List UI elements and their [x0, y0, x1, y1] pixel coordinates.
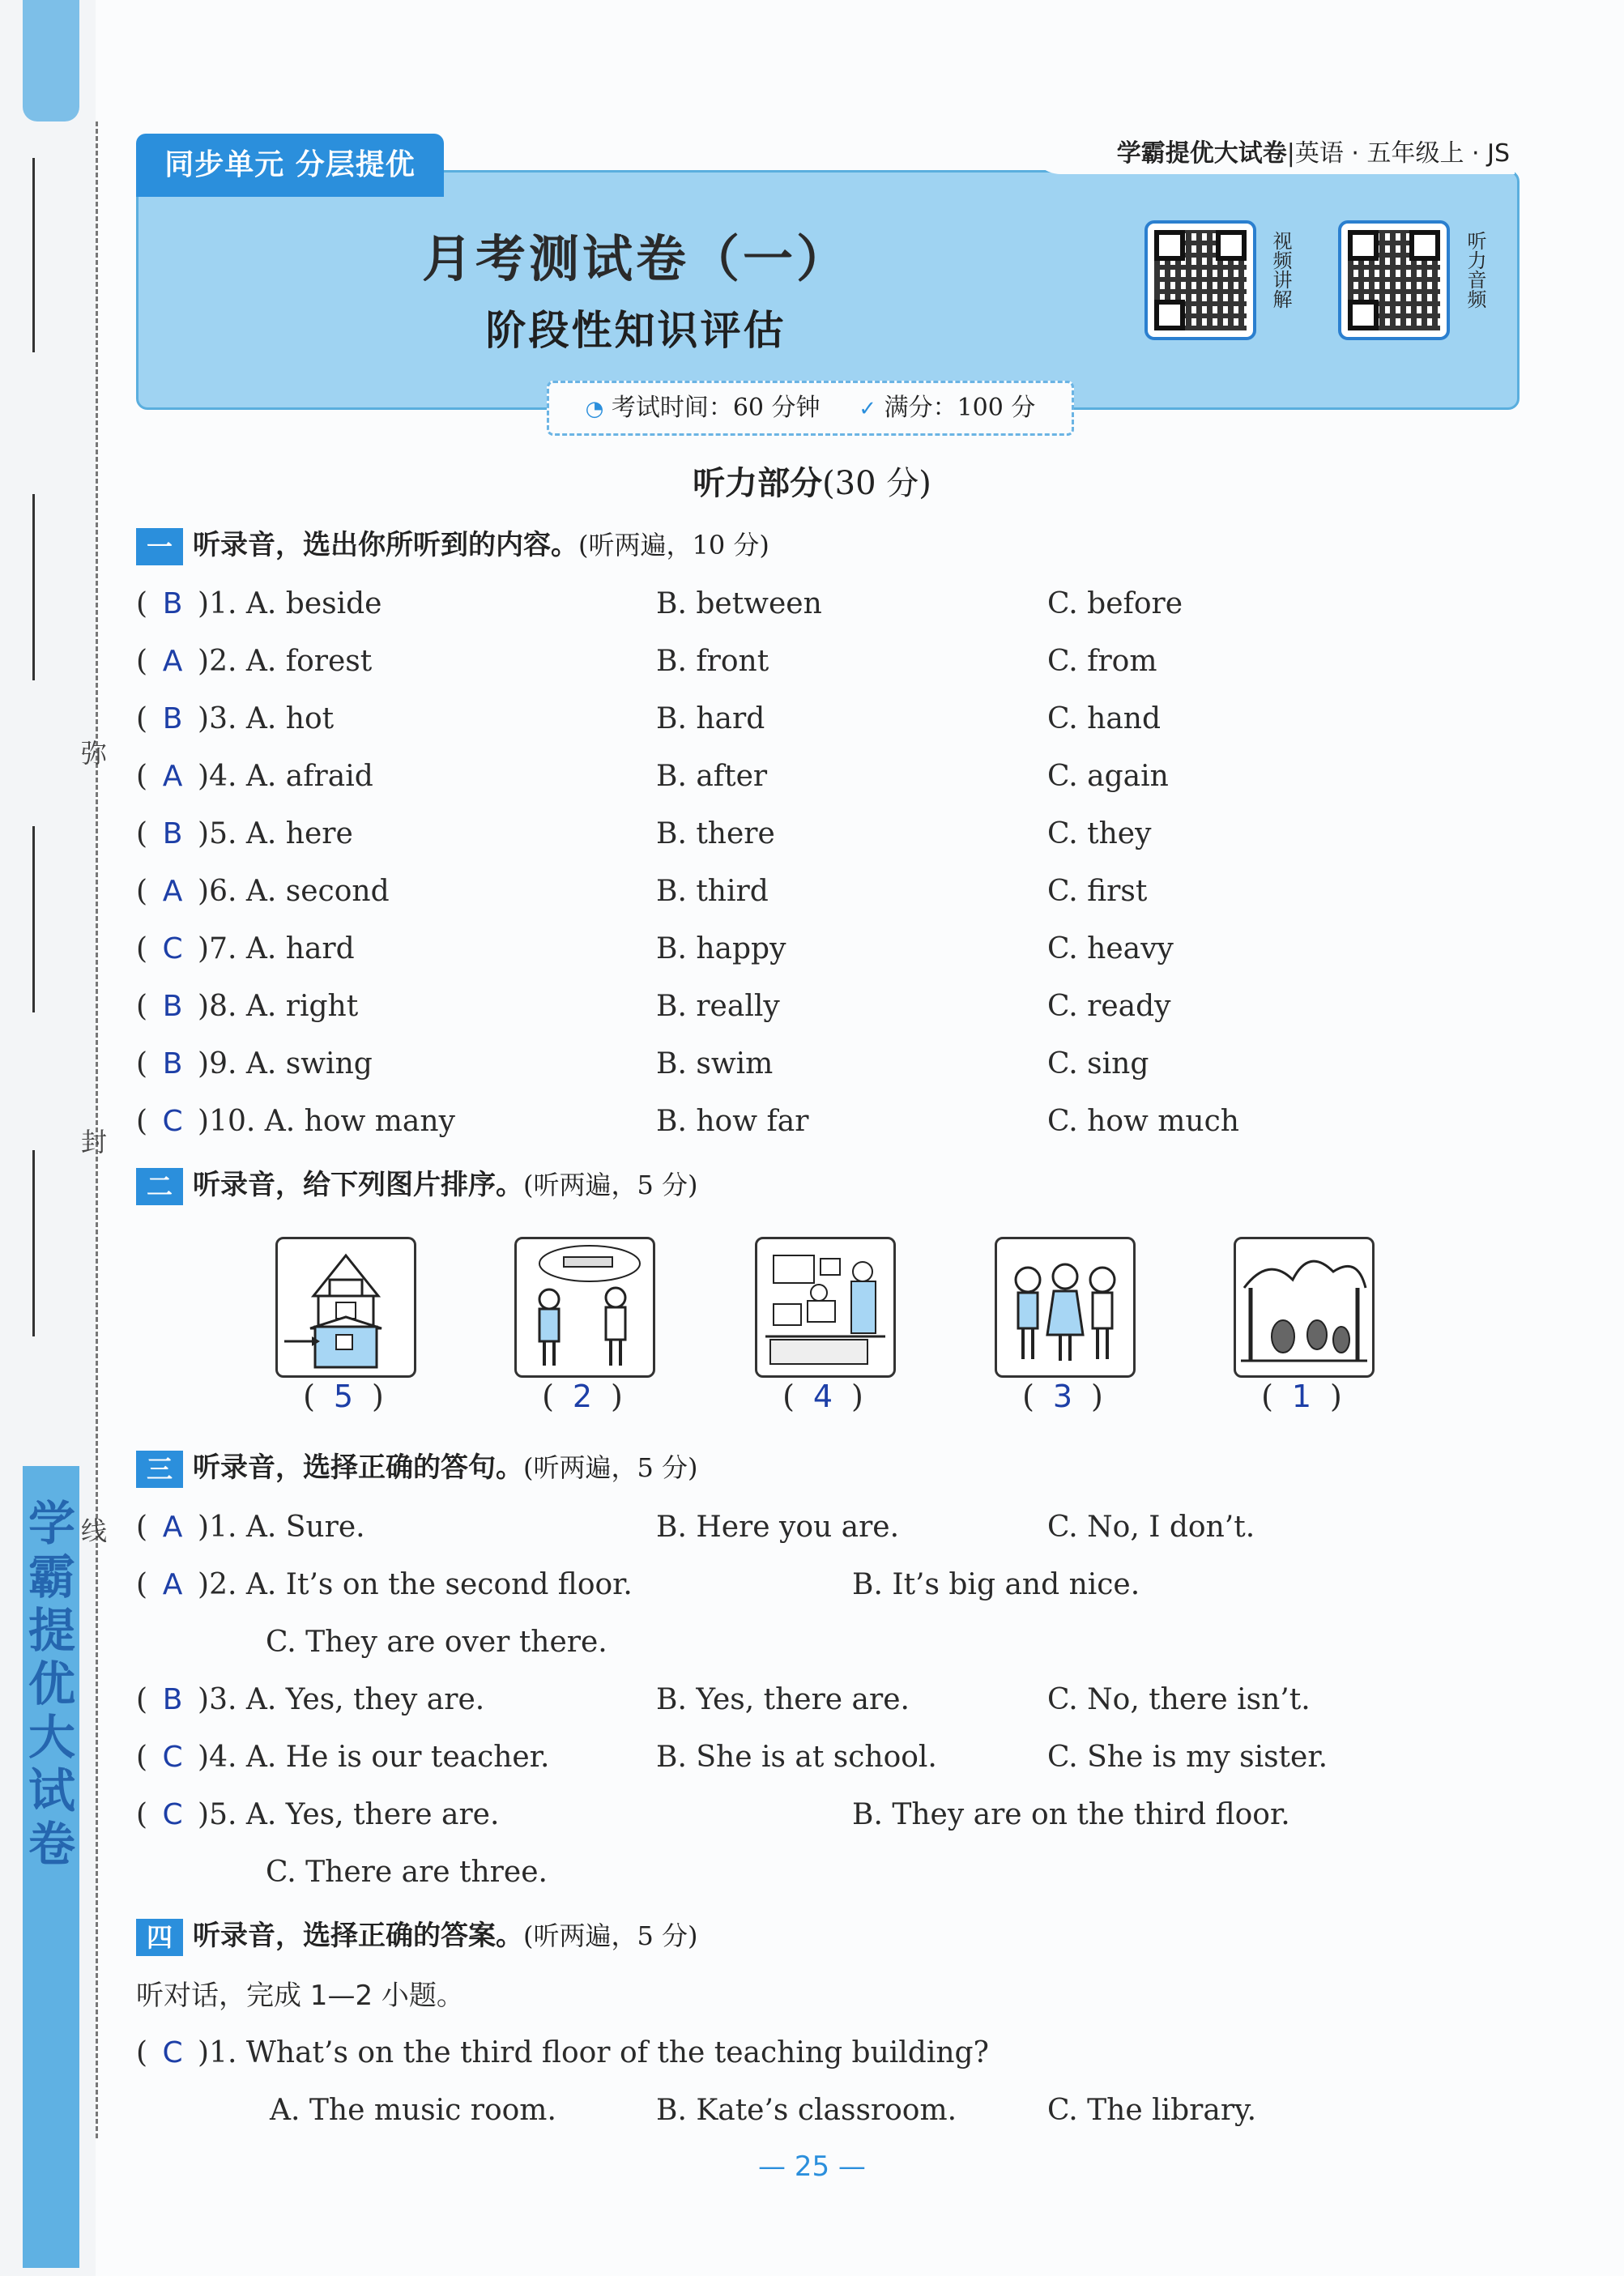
exam-info-box	[547, 381, 1074, 436]
option-b: B. there	[656, 817, 775, 850]
picture-forest-animals	[1234, 1237, 1375, 1378]
answer[interactable]: C	[162, 1105, 183, 1138]
option-b: B. after	[656, 760, 768, 793]
option-c: C. again	[1047, 760, 1169, 793]
answer[interactable]: 2	[572, 1379, 593, 1414]
page-number-value: 25	[794, 2150, 830, 2183]
question-row: ( A )4. A. afraid	[136, 754, 373, 799]
option-c: C. first	[1047, 875, 1148, 908]
picture-children	[995, 1237, 1136, 1378]
section-note: (听两遍，5 分)	[523, 1170, 698, 1200]
option-c: C. heavy	[1047, 932, 1174, 965]
question-option-a: )7. A. hard	[198, 932, 355, 965]
exam-time: 考试时间：60 分钟	[611, 394, 821, 422]
question-row: ( C )5. A. Yes, there are.	[136, 1792, 499, 1838]
answer[interactable]: B	[162, 990, 183, 1023]
option-c: C. sing	[1047, 1047, 1149, 1080]
question-row: ( B )5. A. here	[136, 812, 353, 857]
qr-finder-icon	[1154, 300, 1185, 330]
check-icon: ✓	[859, 397, 877, 421]
page-number: — 25 —	[758, 2150, 866, 2183]
name-fill-line	[32, 158, 35, 352]
option-c: C. No, there isn’t.	[1047, 1683, 1311, 1716]
section-instruction: 听录音，选择正确的答案。	[193, 1920, 523, 1952]
option-b: B. happy	[656, 932, 786, 965]
answer[interactable]: C	[162, 2036, 183, 2069]
brand-divider: |	[1286, 139, 1295, 168]
question-row: ( C )10. A. how many	[136, 1099, 455, 1144]
answer[interactable]: C	[162, 932, 183, 965]
cut-char-2: 封	[81, 1127, 108, 1157]
section-3-title	[136, 1447, 698, 1489]
answer[interactable]: C	[162, 1798, 183, 1831]
answer[interactable]: B	[162, 1047, 183, 1080]
section-instruction: 听录音，给下列图片排序。	[193, 1169, 523, 1201]
picture-boys-pingpong	[514, 1237, 655, 1378]
school-fill-line	[32, 826, 35, 1012]
question-option-a: )9. A. swing	[198, 1047, 373, 1080]
section-1-title	[136, 524, 769, 566]
part-title	[0, 458, 1624, 504]
audio-qr-code[interactable]	[1338, 220, 1450, 340]
option-b: B. third	[656, 875, 769, 908]
option-b: B. how far	[656, 1105, 809, 1138]
cut-char-3: 线	[81, 1515, 108, 1546]
option-b: B. Kate’s classroom.	[656, 2094, 957, 2127]
answer[interactable]: A	[162, 875, 183, 908]
answer[interactable]: 4	[812, 1379, 833, 1414]
question-row: ( C )1. What’s on the third floor of the teaching building?	[136, 2031, 989, 2076]
question-option-a: )5. A. here	[198, 817, 353, 850]
picture-computer-room	[755, 1237, 896, 1378]
option-b: B. front	[656, 645, 769, 678]
section-instruction: 听录音，选出你所听到的内容。	[193, 529, 578, 561]
question-row: ( A )6. A. second	[136, 869, 390, 914]
margin-strip-top	[23, 0, 79, 121]
question-option-a: )4. A. He is our teacher.	[198, 1741, 550, 1774]
qr-finder-icon	[1348, 230, 1379, 261]
option-c: C. There are three.	[266, 1856, 548, 1889]
section-instruction: 听录音，选择正确的答句。	[193, 1451, 523, 1484]
qr-finder-icon	[1216, 230, 1247, 261]
option-c: C. The library.	[1047, 2094, 1257, 2127]
question-option-a: )1. A. Sure.	[198, 1511, 365, 1544]
qr-finder-icon	[1409, 230, 1440, 261]
question-row: ( A )2. A. forest	[136, 639, 372, 684]
question-row: ( B )8. A. right	[136, 984, 358, 1029]
answer[interactable]: A	[162, 645, 183, 678]
answer[interactable]: C	[162, 1741, 183, 1774]
option-b: B. It’s big and nice.	[852, 1568, 1140, 1601]
option-c: C. they	[1047, 817, 1152, 850]
answer[interactable]: B	[162, 587, 183, 620]
section-2-title	[136, 1164, 698, 1206]
pingpong-illustration	[517, 1239, 653, 1375]
picture-answer: ( 1 )	[1261, 1379, 1342, 1414]
picture-answer: ( 5 )	[303, 1379, 384, 1414]
question-option-a: )1. A. beside	[198, 587, 382, 620]
header-tab: 同步单元 分层提优	[136, 134, 444, 197]
answer[interactable]: 3	[1052, 1379, 1073, 1414]
clock-icon: ◔	[585, 397, 604, 421]
answer[interactable]: B	[162, 1683, 183, 1716]
option-c: C. They are over there.	[266, 1626, 607, 1659]
question-row: ( A )2. A. It’s on the second floor.	[136, 1562, 633, 1608]
option-b: B. swim	[656, 1047, 774, 1080]
section-note: (听两遍，5 分)	[523, 1452, 698, 1483]
question-option-a: )2. A. forest	[198, 645, 373, 678]
question-row: ( B )1. A. beside	[136, 582, 381, 627]
option-c: C. from	[1047, 645, 1157, 678]
audio-qr-label: 听力音频	[1464, 231, 1486, 309]
question-option-a: )2. A. It’s on the second floor.	[198, 1568, 633, 1601]
answer[interactable]: 5	[333, 1379, 354, 1414]
question-option-a: )3. A. Yes, they are.	[198, 1683, 485, 1716]
option-b: B. Here you are.	[656, 1511, 900, 1544]
house-illustration	[278, 1239, 414, 1375]
forest-illustration	[1236, 1239, 1372, 1375]
option-b: B. between	[656, 587, 822, 620]
question-option-a: )6. A. second	[198, 875, 390, 908]
margin-strip-text: 学霸提优大试卷	[20, 1498, 75, 1873]
brand-line	[1029, 134, 1515, 174]
section-number: 一	[136, 528, 183, 565]
full-score: 满分：100 分	[884, 394, 1036, 422]
question-row: ( C )7. A. hard	[136, 927, 355, 972]
answer[interactable]: A	[162, 1511, 183, 1544]
section-note: (听两遍，5 分)	[523, 1920, 698, 1951]
question-row: ( C )4. A. He is our teacher.	[136, 1735, 549, 1780]
section-number: 三	[136, 1451, 183, 1488]
option-c: C. hand	[1047, 702, 1162, 735]
answer[interactable]: A	[162, 760, 183, 793]
section-note: (听两遍，10 分)	[578, 530, 769, 560]
answer[interactable]: 1	[1291, 1379, 1312, 1414]
answer[interactable]: B	[162, 817, 183, 850]
picture-answer: ( 3 )	[1022, 1379, 1103, 1414]
computer-room-illustration	[757, 1239, 893, 1375]
page-title: 月考测试卷（一）	[421, 229, 850, 288]
question-row: ( B )3. A. hot	[136, 697, 334, 742]
part-score: (30 分)	[822, 465, 931, 502]
question-row: ( B )9. A. swing	[136, 1042, 373, 1087]
question-text: )1. What’s on the third floor of the teaching building?	[198, 2036, 989, 2069]
class-fill-line	[32, 494, 35, 680]
option-b: B. They are on the third floor.	[852, 1798, 1290, 1831]
option-c: C. She is my sister.	[1047, 1741, 1328, 1774]
qr-finder-icon	[1348, 300, 1379, 330]
qr-finder-icon	[1154, 230, 1185, 261]
children-illustration	[997, 1239, 1133, 1375]
page-subtitle: 阶段性知识评估	[485, 307, 786, 354]
option-b: B. hard	[656, 702, 765, 735]
picture-house	[275, 1237, 416, 1378]
video-qr-label: 视频讲解	[1269, 231, 1292, 309]
question-option-a: )8. A. right	[198, 990, 359, 1023]
option-b: B. really	[656, 990, 780, 1023]
question-option-a: )3. A. hot	[198, 702, 335, 735]
subject-grade: 英语 · 五年级上 · JS	[1294, 139, 1510, 168]
part-title-text: 听力部分	[693, 465, 823, 502]
option-c: C. ready	[1047, 990, 1171, 1023]
section-4-intro: 听对话，完成 1—2 小题。	[136, 1980, 464, 2012]
cut-char-1: 弥	[81, 738, 108, 769]
picture-answer: ( 4 )	[782, 1379, 863, 1414]
question-row: ( B )3. A. Yes, they are.	[136, 1677, 484, 1723]
option-c: C. before	[1047, 587, 1183, 620]
option-c: C. how much	[1047, 1105, 1239, 1138]
option-a: A. The music room.	[270, 2094, 556, 2127]
number-fill-line	[32, 1150, 35, 1336]
question-option-a: )5. A. Yes, there are.	[198, 1798, 500, 1831]
answer[interactable]: B	[162, 702, 183, 735]
section-number: 二	[136, 1168, 183, 1205]
option-c: C. No, I don’t.	[1047, 1511, 1255, 1544]
question-option-a: )10. A. how many	[198, 1105, 455, 1138]
picture-answer: ( 2 )	[542, 1379, 623, 1414]
video-qr-code[interactable]	[1144, 220, 1256, 340]
option-b: B. She is at school.	[656, 1741, 937, 1774]
brand-name: 学霸提优大试卷	[1116, 139, 1287, 168]
question-row: ( A )1. A. Sure.	[136, 1505, 365, 1550]
section-number: 四	[136, 1919, 183, 1956]
option-b: B. Yes, there are.	[656, 1683, 910, 1716]
answer[interactable]: A	[162, 1568, 183, 1601]
question-option-a: )4. A. afraid	[198, 760, 373, 793]
section-4-title	[136, 1915, 698, 1957]
